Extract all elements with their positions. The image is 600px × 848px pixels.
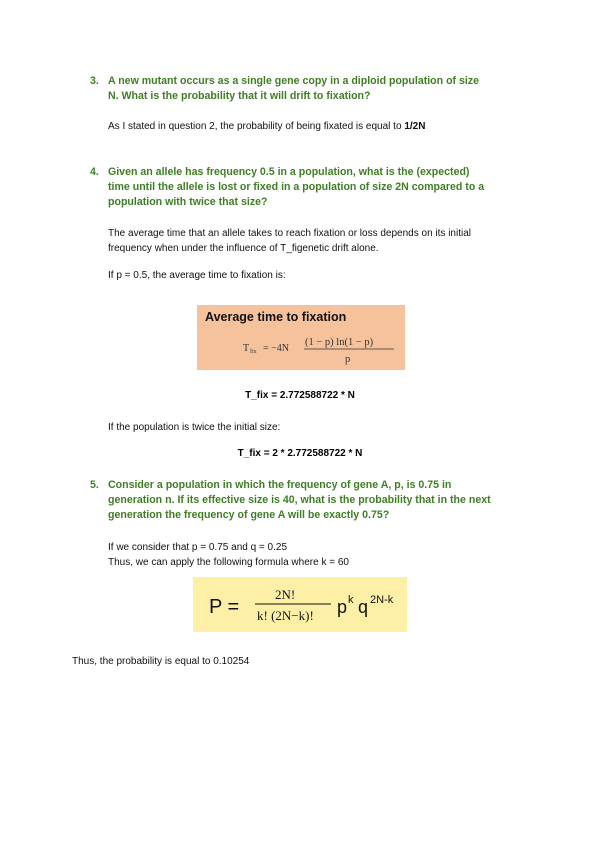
formula-lhs: T <box>243 343 250 354</box>
formula-sub: fix <box>250 349 257 355</box>
conclusion: Thus, the probability is equal to 0.10254 <box>72 656 250 667</box>
answer-4-line-1: The average time that an allele takes to reach fixation or loss depends on its initial <box>108 228 471 239</box>
formula-denominator: p <box>345 354 351 365</box>
probability-formula <box>193 577 407 632</box>
question-3 <box>90 74 530 104</box>
formula-p: p <box>337 597 348 617</box>
question-5-line-3: generation the frequency of gene A will be exactly 0.75? <box>108 509 390 521</box>
question-4-line-2: time until the allele is lost or fixed in a population of size 2N compared to a <box>108 181 485 193</box>
question-4-line-3: population with twice that size? <box>108 196 268 208</box>
question-5 <box>90 478 530 523</box>
formula-numerator: 2N! <box>275 587 296 602</box>
fixation-formula-box <box>197 305 405 370</box>
answer-4-line-4: If the population is twice the initial size: <box>108 422 281 433</box>
question-4-line-1: Given an allele has frequency 0.5 in a population, what is the (expected) <box>108 166 470 178</box>
formula-q: q <box>358 597 369 617</box>
question-3-number: 3. <box>90 75 99 87</box>
answer-3-text: As I stated in question 2, the probability of being fixated is equal to <box>108 121 402 132</box>
question-3-line-2: N. What is the probability that it will drift to fixation? <box>108 90 371 102</box>
result-2: T_fix = 2 * 2.772588722 * N <box>237 448 363 459</box>
fixation-formula-title: Average time to fixation <box>205 310 347 324</box>
formula-eq: = −4N <box>263 343 290 354</box>
question-4 <box>90 165 530 210</box>
result-1: T_fix = 2.772588722 * N <box>245 390 355 401</box>
formula-P: P = <box>209 596 240 618</box>
answer-4-line-3: If p = 0.5, the average time to fixation is: <box>108 270 286 281</box>
formula-numerator: (1 − p) ln(1 − p) <box>305 337 374 348</box>
fixation-formula <box>197 305 405 370</box>
formula-denominator: k! (2N−k)! <box>257 608 314 623</box>
formula-exponent: 2N-k <box>370 594 394 606</box>
answer-4-line-2: frequency when under the influence of T_figenetic drift alone. <box>108 243 379 254</box>
answer-3-bold: 1/2N <box>404 121 426 132</box>
question-5-line-1: Consider a population in which the frequency of gene A, p, is 0.75 in <box>108 479 452 491</box>
formula-k: k <box>348 594 354 606</box>
question-4-number: 4. <box>90 166 99 178</box>
probability-formula-box <box>193 577 407 632</box>
question-5-line-2: generation n. If its effective size is 40, what is the probability that in the next <box>108 494 491 506</box>
answer-5-line-2: Thus, we can apply the following formula where k = 60 <box>108 557 349 568</box>
answer-3 <box>108 120 425 134</box>
answer-5-line-1: If we consider that p = 0.75 and q = 0.25 <box>108 542 288 553</box>
question-5-number: 5. <box>90 479 99 491</box>
question-3-line-1: A new mutant occurs as a single gene copy in a diploid population of size <box>108 75 480 87</box>
